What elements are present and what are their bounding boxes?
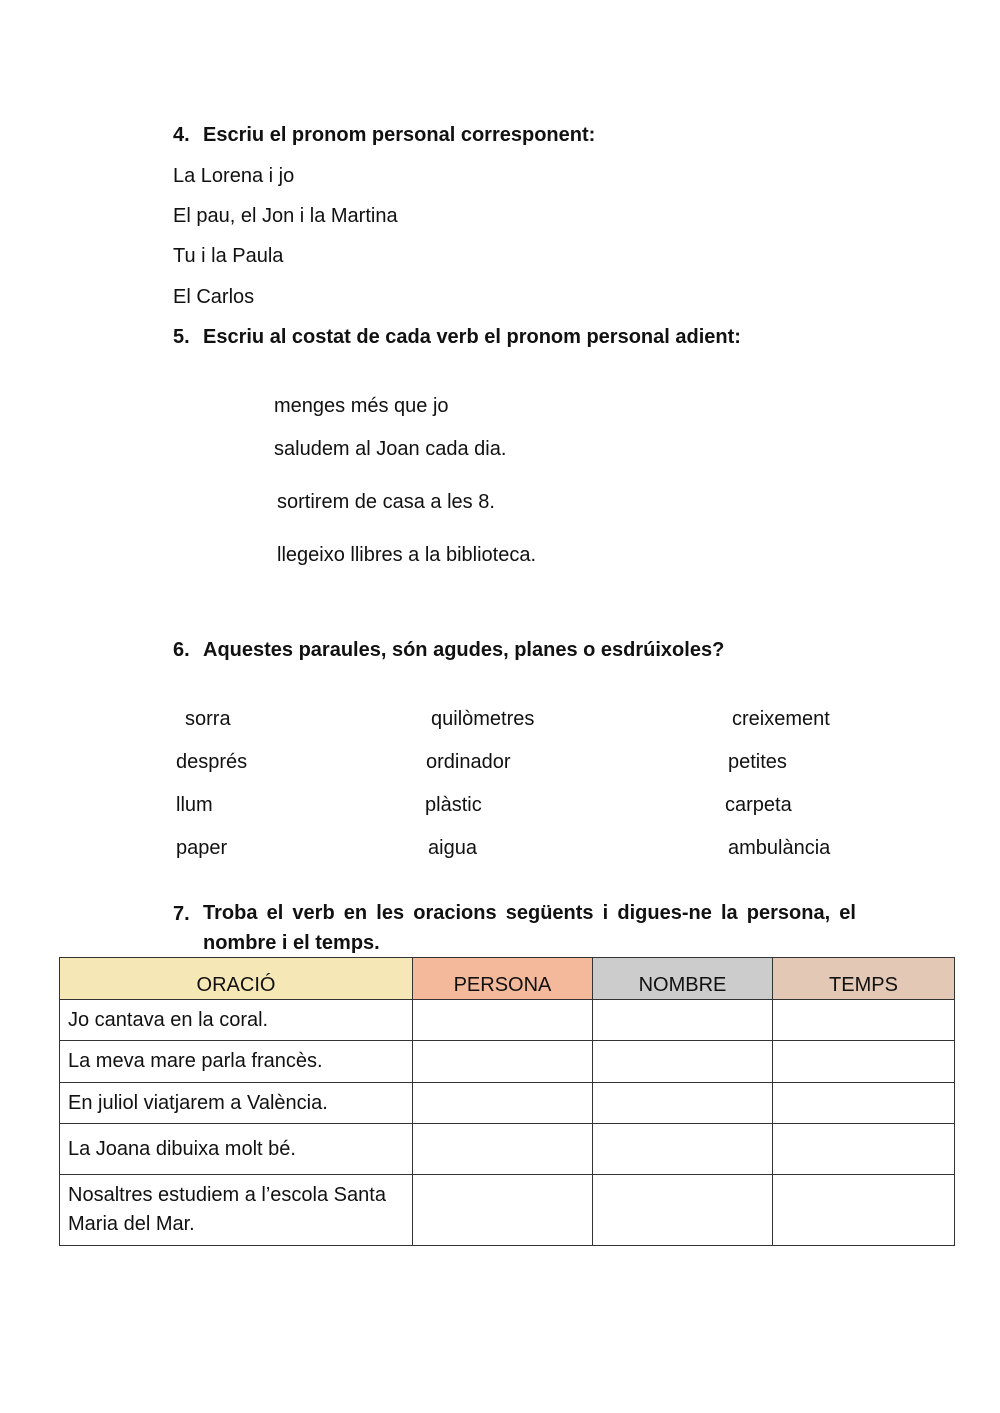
q5-number: 5.: [173, 326, 190, 348]
q6-word: carpeta: [725, 794, 792, 816]
q6-word: quilòmetres: [431, 708, 535, 730]
header-nombre: NOMBRE: [593, 958, 773, 1000]
sentence-cell: La Joana dibuixa molt bé.: [60, 1124, 413, 1175]
q5-item: saludem al Joan cada dia.: [274, 438, 507, 460]
persona-answer-cell[interactable]: [413, 1124, 593, 1175]
table-row: [60, 1000, 955, 1041]
persona-answer-cell[interactable]: [413, 1000, 593, 1041]
nombre-answer-cell[interactable]: [593, 1083, 773, 1124]
header-persona: PERSONA: [413, 958, 593, 1000]
q7-title-line2: nombre i el temps.: [203, 932, 380, 954]
temps-answer-cell[interactable]: [773, 1083, 955, 1124]
q6-word: creixement: [732, 708, 830, 730]
table-row: [60, 1175, 955, 1246]
q6-word: llum: [176, 794, 213, 816]
sentence-cell: La meva mare parla francès.: [60, 1041, 413, 1083]
q6-word: aigua: [428, 837, 477, 859]
q4-item: El Carlos: [173, 286, 255, 308]
q4-item: La Lorena i jo: [173, 165, 295, 187]
q7-table: [59, 957, 955, 1246]
q6-word: petites: [728, 751, 787, 773]
q5-item: llegeixo llibres a la biblioteca.: [277, 544, 537, 566]
q6-word: paper: [176, 837, 228, 859]
nombre-answer-cell[interactable]: [593, 1041, 773, 1083]
sentence-cell: En juliol viatjarem a València.: [60, 1083, 413, 1124]
q6-title: Aquestes paraules, són agudes, planes o esdrúixoles?: [203, 639, 725, 661]
temps-answer-cell[interactable]: [773, 1000, 955, 1041]
sentence-cell: Jo cantava en la coral.: [60, 1000, 413, 1041]
q6-word: ambulància: [728, 837, 831, 859]
table-row: [60, 1124, 955, 1175]
header-oracio: ORACIÓ: [60, 958, 413, 1000]
q6-word: sorra: [185, 708, 231, 730]
q5-item: sortirem de casa a les 8.: [277, 491, 495, 513]
q4-title: Escriu el pronom personal corresponent:: [203, 124, 596, 146]
q4-item: Tu i la Paula: [173, 245, 284, 267]
q7-number: 7.: [173, 903, 190, 925]
header-temps: TEMPS: [773, 958, 955, 1000]
nombre-answer-cell[interactable]: [593, 1124, 773, 1175]
q4-item: El pau, el Jon i la Martina: [173, 205, 398, 227]
temps-answer-cell[interactable]: [773, 1041, 955, 1083]
temps-answer-cell[interactable]: [773, 1175, 955, 1246]
table-header-row: [60, 958, 955, 1000]
q6-word: ordinador: [426, 751, 511, 773]
nombre-answer-cell[interactable]: [593, 1175, 773, 1246]
persona-answer-cell[interactable]: [413, 1041, 593, 1083]
q6-word: després: [176, 751, 248, 773]
sentence-cell: Nosaltres estudiem a l’escola Santa Maria del Mar.: [60, 1175, 413, 1246]
q5-title: Escriu al costat de cada verb el pronom personal adient:: [203, 326, 741, 348]
q6-word: plàstic: [425, 794, 482, 816]
table-row: [60, 1083, 955, 1124]
table-row: [60, 1041, 955, 1083]
nombre-answer-cell[interactable]: [593, 1000, 773, 1041]
q4-number: 4.: [173, 124, 190, 146]
persona-answer-cell[interactable]: [413, 1175, 593, 1246]
persona-answer-cell[interactable]: [413, 1083, 593, 1124]
temps-answer-cell[interactable]: [773, 1124, 955, 1175]
q6-number: 6.: [173, 639, 190, 661]
q7-title-line1: Troba el verb en les oracions següents i digues-ne la persona, el: [203, 902, 856, 924]
q5-item: menges més que jo: [274, 395, 449, 417]
